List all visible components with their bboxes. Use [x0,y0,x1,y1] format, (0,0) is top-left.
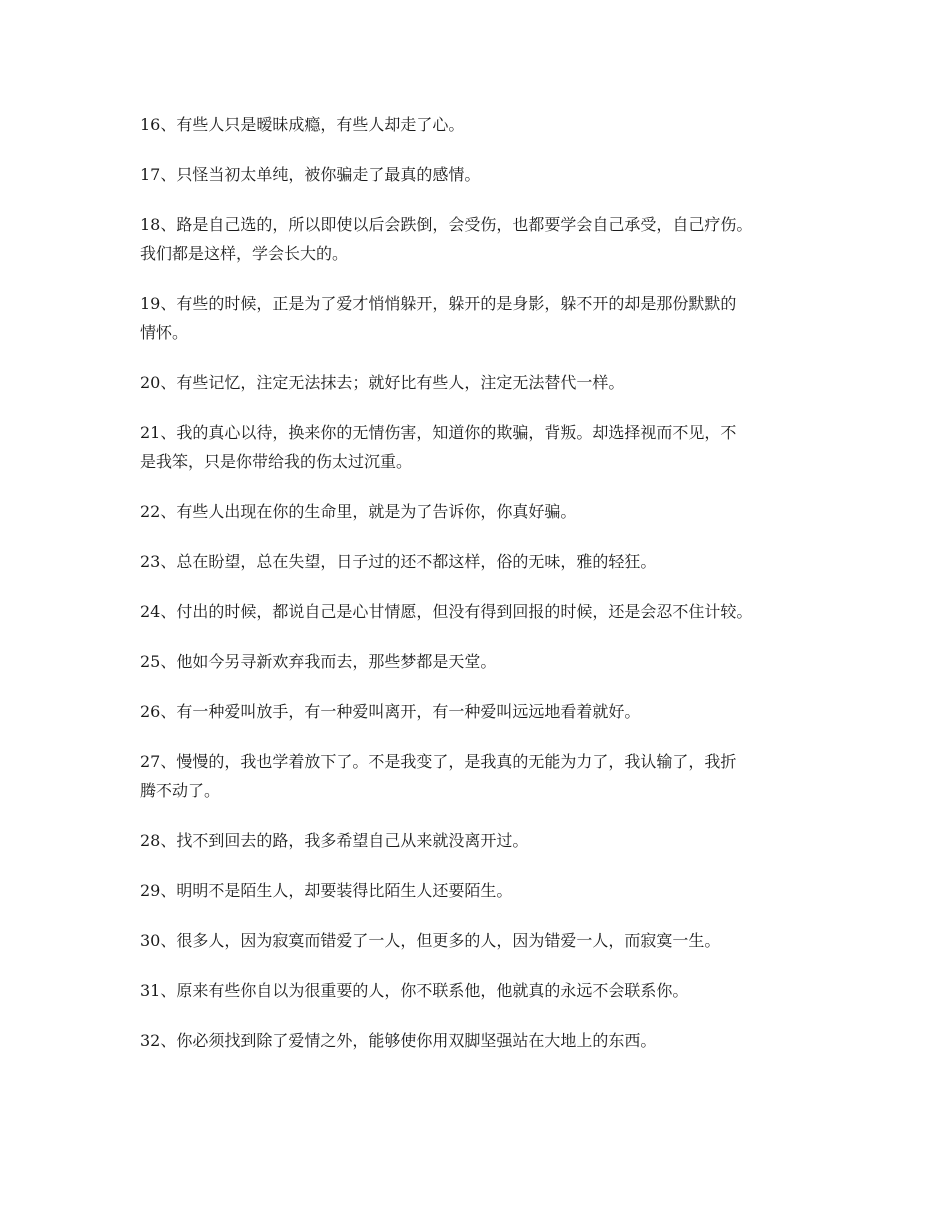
quote-paragraph-18 [140,210,820,268]
quote-line: 28、找不到回去的路，我多希望自己从来就没离开过。 [140,831,529,850]
quote-line: 是我笨，只是你带给我的伤太过沉重。 [140,452,413,471]
quote-paragraph-20 [140,368,820,397]
quote-line: 情怀。 [140,323,189,342]
quote-paragraph-32 [140,1026,820,1055]
quote-paragraph-17 [140,160,820,189]
quote-line: 19、有些的时候，正是为了爱才悄悄躲开，躲开的是身影，躲不开的却是那份默默的 [140,294,737,313]
quote-paragraph-31 [140,976,820,1005]
quote-line: 腾不动了。 [140,781,221,800]
quote-line: 16、有些人只是暧昧成瘾，有些人却走了心。 [140,115,465,134]
quote-line: 24、付出的时候，都说自己是心甘情愿，但没有得到回报的时候，还是会忍不住计较。 [140,602,753,621]
quote-paragraph-29 [140,876,820,905]
quote-paragraph-25 [140,647,820,676]
quote-line: 25、他如今另寻新欢弃我而去，那些梦都是天堂。 [140,652,497,671]
document-body [140,110,820,1076]
quote-paragraph-26 [140,697,820,726]
quote-line: 21、我的真心以待，换来你的无情伤害，知道你的欺骗，背叛。却选择视而不见，不 [140,423,737,442]
quote-paragraph-19 [140,289,820,347]
quote-line: 31、原来有些你自以为很重要的人，你不联系他，他就真的永远不会联系你。 [140,981,689,1000]
quote-paragraph-23 [140,547,820,576]
quote-line: 23、总在盼望，总在失望，日子过的还不都这样，俗的无味，雅的轻狂。 [140,552,657,571]
quote-paragraph-21 [140,418,820,476]
quote-line: 27、慢慢的，我也学着放下了。不是我变了，是我真的无能为力了，我认输了，我折 [140,752,737,771]
quote-line: 18、路是自己选的，所以即使以后会跌倒，会受伤，也都要学会自己承受，自己疗伤。 [140,215,753,234]
quote-line: 30、很多人，因为寂寞而错爱了一人，但更多的人，因为错爱一人，而寂寞一生。 [140,931,721,950]
quote-paragraph-28 [140,826,820,855]
quote-line: 20、有些记忆，注定无法抹去；就好比有些人，注定无法替代一样。 [140,373,625,392]
quote-paragraph-22 [140,497,820,526]
quote-line: 17、只怪当初太单纯，被你骗走了最真的感情。 [140,165,481,184]
quote-paragraph-30 [140,926,820,955]
quote-paragraph-16 [140,110,820,139]
quote-line: 32、你必须找到除了爱情之外，能够使你用双脚坚强站在大地上的东西。 [140,1031,657,1050]
quote-paragraph-24 [140,597,820,626]
quote-line: 29、明明不是陌生人，却要装得比陌生人还要陌生。 [140,881,513,900]
quote-line: 26、有一种爱叫放手，有一种爱叫离开，有一种爱叫远远地看着就好。 [140,702,641,721]
quote-line: 我们都是这样，学会长大的。 [140,244,349,263]
quote-line: 22、有些人出现在你的生命里，就是为了告诉你，你真好骗。 [140,502,577,521]
quote-paragraph-27 [140,747,820,805]
